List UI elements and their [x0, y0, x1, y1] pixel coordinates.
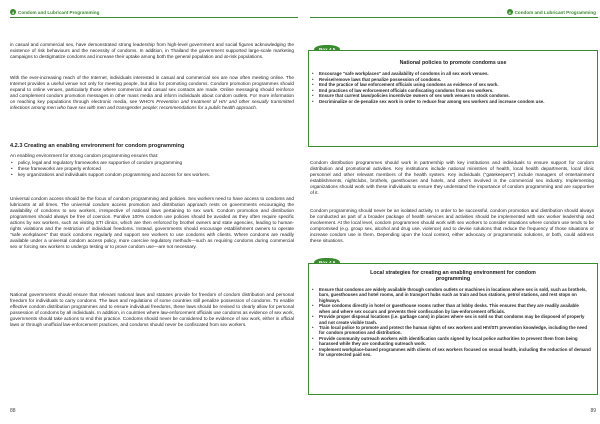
partnership-paragraph: Condom distribution programmes should work in partnership with key institutions and individuals to ensure support for condom distribution and promotional activities. Key institutions include national ministries of health, local health departments, local clinic personnel and other relevant members of the health system. Key individuals ("gatekeepers") include managers of entertainment establishments, nightclubs, brothels, guesthouses and hotels, and others involved in the commercial sex industry. Implementing organizations should work with these individuals to ensure they understand the importance of condom programming and are supportive of it. [310, 160, 594, 196]
chapter-number-icon: 4 [508, 9, 511, 15]
list-item: • Provide proper disposal locations (i.e. garbage cans) in places where sex is sold so that condoms may be disposed of properly and not create visible trash. [309, 314, 591, 325]
list-item: • Provide community outreach workers with identification cards signed by local police authorities to prevent them from being harassed while they are conducting outreach work. [309, 336, 591, 347]
list-item: • End practices of law enforcement officials confiscating condoms from sex workers. [309, 88, 591, 93]
internet-paragraph-text: With the ever-increasing reach of the Internet, individuals interested in casual and commercial sex are now often meeting online. The Internet provides a useful venue not only for meeting people, but also for promoting condoms. Condom promotion programmes should expand to online venues, particularly those where commercial and casual sex contacts are made. Online messaging should reinforce and complement condom promotion messages in other mass media and inform individuals about condom outlets. For more information on reaching key populations through electronic media, see WHO's [10, 75, 294, 105]
right-page [304, 0, 598, 424]
page-number: 89 [590, 408, 596, 414]
box-list [309, 287, 597, 358]
box-national-policies [308, 50, 598, 147]
list-item: • Ensure that condoms are widely available through condom outlets or machines in locations where sex is sold, such as brothels, bars, guesthouses and hotel rooms, and in transport hubs such as train and bus stations, petrol stations, and rest stops on highways. [309, 287, 591, 303]
header-rule [310, 17, 598, 18]
enabling-bullets [10, 160, 294, 179]
list-item: • Revise/remove laws that penalize possession of condoms. [309, 77, 591, 82]
box-local-strategies [308, 263, 598, 395]
list-item: • Implement workplace-based programmes with clients of sex workers focused on sexual health, including the reduction of demand for unprotected paid sex. [309, 347, 591, 358]
intro-paragraph: in casual and commercial sex, have demonstrated strong leadership from high-level government and social figures acknowledging the existence of risk behaviours and the necessity of condoms. In addition, in Thailand the government supported large-scale marketing campaigns to destigmatize condoms and increase their uptake among both the general population and at-risk populations. [10, 42, 294, 60]
box-title: Local strategies for creating an enabling environment for condom programming [370, 270, 536, 283]
right-header [507, 9, 596, 15]
who-guideline-title: Prevention and treatment of HIV and other sexually transmitted infections among men who have sex with men and transgender people: recommendations for a public health approach. [10, 99, 294, 111]
internet-paragraph [10, 75, 294, 111]
list-item: • these frameworks are properly enforced [10, 166, 294, 172]
list-item: • Ensure that current laws/policies incentivize owners of sex work venues to stock condoms. [309, 93, 591, 98]
header-rule [10, 17, 298, 18]
chapter-number-icon: 4 [11, 9, 15, 15]
list-item: • Decriminalize or de-penalize sex work in order to reduce fear among sex workers and increase condom use. [309, 99, 591, 104]
local-programming-paragraph: Condom programming should never be an isolated activity. In order to be successful, condom promotion and distribution should always be conducted as part of a broader package of health services and activities should be implemented with sex worker leadership and involvement. At the local level, condom programmes should work with sex workers to consider situations where condom use tends to be compromised (e.g. group sex, alcohol and drug use, violence) and to devise solutions that reduce the frequency of those situations or increase condom use in them. Depending upon the local context, either advocacy or programmatic solutions, or both, could address these situations. [310, 208, 594, 244]
section-heading: 4.2.3 Creating an enabling environment for condom programming [10, 143, 185, 149]
national-laws-paragraph: National governments should ensure that relevant national laws and statutes provide for freedom of condom distribution and personal freedom for individuals to carry condoms. The laws and regulations of some countries still penalize possession of condoms. To enable effective condom distribution programmes and to ensure individual freedoms, these laws should be revised to clearly allow for personal possession of condoms by all individuals. In addition, in countries where law-enforcement officials use condoms as evidence of sex work, governments should take actions to end this practice. Condoms should never be considered to be evidence of sex work, either in official laws or through unofficial law-enforcement practices, and condoms should never be confiscated from sex workers. [10, 292, 294, 328]
list-item: • Encourage "safe workplaces" and availability of condoms in all sex work venues. [309, 71, 591, 76]
box-title: National policies to promote condoms use [399, 60, 507, 66]
list-item: • Place condoms directly in hotel or guesthouse rooms rather than at lobby desks. This ensures that they are readily available when and where sex occurs and prevents their confiscation by law-enforcement officials. [309, 303, 591, 314]
list-item: • End the practice of law enforcement officials using condoms as evidence of sex work. [309, 82, 591, 87]
list-item: • Train local police to promote and protect the human rights of sex workers and HIV/STI prevention knowledge, including the need for condom promotion and distribution. [309, 325, 591, 336]
left-header-title: Condom and Lubricant Programming [18, 9, 100, 15]
left-page [4, 0, 298, 424]
left-header [10, 9, 99, 15]
universal-access-paragraph: Universal condom access should be the focus of condom programming and policies. Sex workers need to have access to condoms and lubricants at all times. The universal condom access promotion and distribution approach rests on governments encouraging the availability of condoms to sex workers, irrespective of national laws pertaining to sex work. Condom promotion and distribution programmes should always be free of coercion. Punitive 100% condom use policies should be avoided as they often require specific actions by sex workers, such as visiting STI clinics, which are then enforced by brothel owners and state agencies, leading to human-rights violations and the restriction of individual freedoms. Instead, governments should encourage establishment owners to operate "safe workplaces" that stock condoms regularly and support sex workers to use condoms with clients. Where condoms are readily available under a universal condom access policy, more coercive regulatory methods—such as requiring condoms during commercial sex or forcing sex workers to undergo testing or to prove condom use—are not necessary. [10, 196, 294, 250]
box-list [309, 71, 597, 104]
list-item: • key organizations and individuals support condom programming and access for sex workers. [10, 172, 294, 178]
enabling-lead: An enabling environment for strong condom programming ensures that: [10, 153, 159, 158]
list-item: • policy, legal and regulatory frameworks are supportive of condom programming [10, 160, 294, 166]
page-number: 88 [10, 408, 16, 414]
right-header-title: Condom and Lubricant Programming [514, 9, 596, 15]
